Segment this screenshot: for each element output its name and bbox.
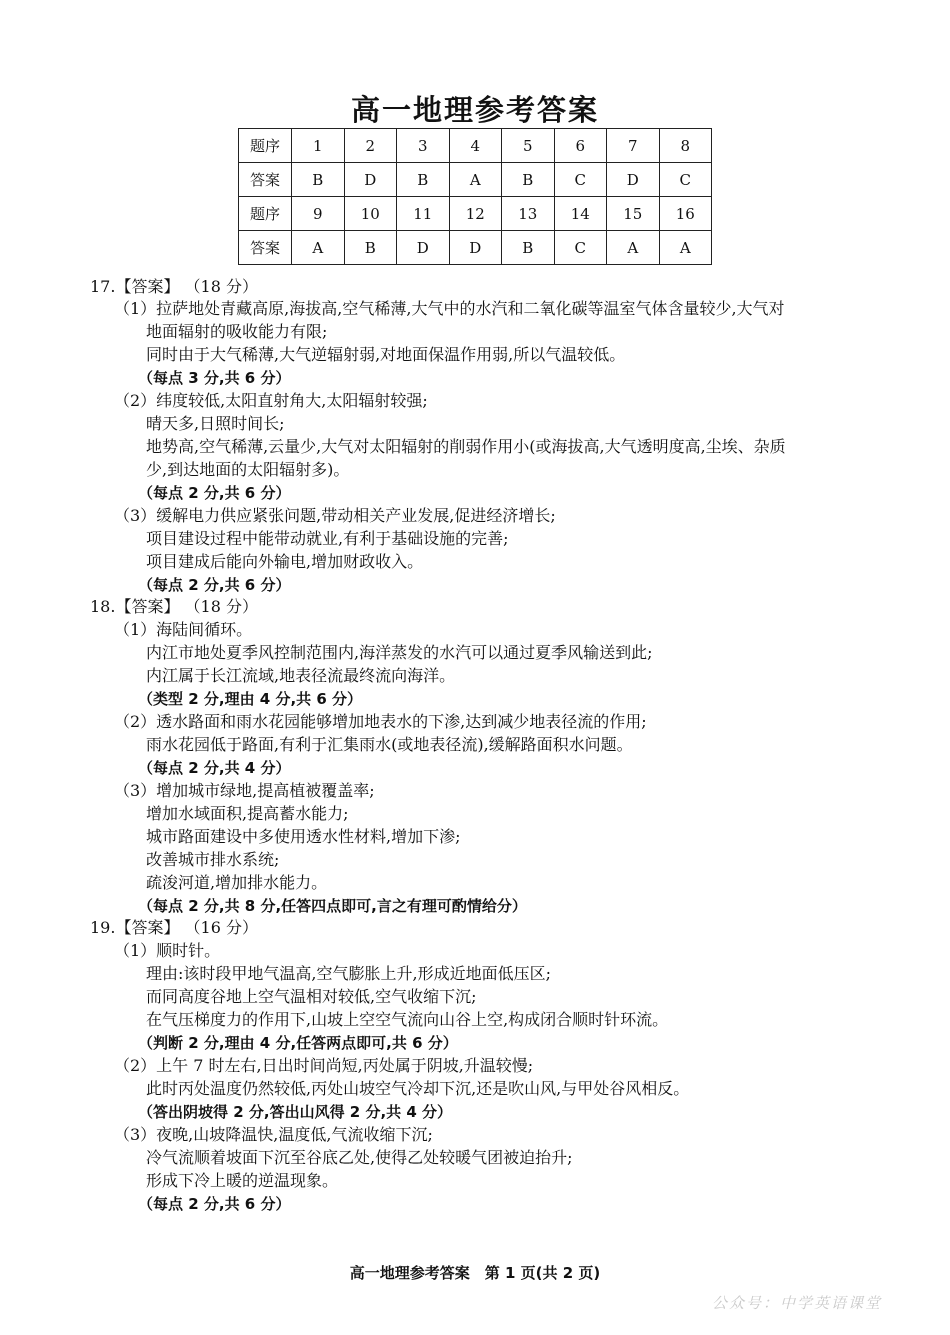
table-cell: C xyxy=(659,163,712,197)
q18-p2-line: 雨水花园低于路面,有利于汇集雨水(或地表径流),缓解路面积水问题。 xyxy=(146,735,633,754)
q17-score-1: （每点 3 分,共 6 分） xyxy=(138,369,291,387)
q18-p3-line: （3）增加城市绿地,提高植被覆盖率; xyxy=(114,781,375,800)
q19-p1-line: （1）顺时针。 xyxy=(114,941,221,960)
table-cell: 4 xyxy=(449,129,502,163)
q17-p1-line: 地面辐射的吸收能力有限; xyxy=(146,322,328,341)
table-cell: B xyxy=(344,231,397,265)
q17-p1-line: （1）拉萨地处青藏高原,海拔高,空气稀薄,大气中的水汽和二氧化碳等温室气体含量较少,大气对 xyxy=(114,299,785,318)
table-cell: 答案 xyxy=(239,163,292,197)
table-cell: 10 xyxy=(344,197,397,231)
q17-p2-line: 晴天多,日照时间长; xyxy=(146,414,285,433)
q17-score-3: （每点 2 分,共 6 分） xyxy=(138,576,291,594)
q17-p1-line: 同时由于大气稀薄,大气逆辐射弱,对地面保温作用弱,所以气温较低。 xyxy=(146,345,626,364)
q19-p3-line: 形成下冷上暖的逆温现象。 xyxy=(146,1171,339,1190)
table-cell: 11 xyxy=(397,197,450,231)
table-cell: 5 xyxy=(502,129,555,163)
table-cell: D xyxy=(607,163,660,197)
page-footer: 高一地理参考答案 第 1 页(共 2 页) xyxy=(349,1264,601,1282)
q18-p1-line: （1）海陆间循环。 xyxy=(114,620,253,639)
table-cell: 13 xyxy=(502,197,555,231)
table-cell: B xyxy=(502,231,555,265)
table-cell: D xyxy=(449,231,502,265)
table-cell: A xyxy=(607,231,660,265)
q19-heading: 19.【答案】 （16 分） xyxy=(90,918,258,937)
table-cell: B xyxy=(502,163,555,197)
table-cell: C xyxy=(554,231,607,265)
table-cell: C xyxy=(554,163,607,197)
q18-heading: 18.【答案】 （18 分） xyxy=(90,597,258,616)
table-cell: 14 xyxy=(554,197,607,231)
q18-p3-line: 城市路面建设中多使用透水性材料,增加下渗; xyxy=(146,827,461,846)
q18-score-3: （每点 2 分,共 8 分,任答四点即可,言之有理可酌情给分） xyxy=(138,897,527,915)
q17-heading: 17.【答案】 （18 分） xyxy=(90,277,258,296)
q18-score-1: （类型 2 分,理由 4 分,共 6 分） xyxy=(138,690,363,708)
table-cell: B xyxy=(397,163,450,197)
table-cell: 题序 xyxy=(239,129,292,163)
page-title: 高一地理参考答案 xyxy=(350,93,599,127)
watermark: 公众号：中学英语课堂 xyxy=(711,1294,882,1312)
q17-p3-line: 项目建设过程中能带动就业,有利于基础设施的完善; xyxy=(146,529,509,548)
table-cell: 9 xyxy=(292,197,345,231)
table-cell: 12 xyxy=(449,197,502,231)
q17-p2-line: 少,到达地面的太阳辐射多)。 xyxy=(146,460,350,479)
q19-p1-line: 而同高度谷地上空气温相对较低,空气收缩下沉; xyxy=(146,987,477,1006)
q18-p3-line: 增加水域面积,提高蓄水能力; xyxy=(146,804,349,823)
table-cell: 题序 xyxy=(239,197,292,231)
q18-p2-line: （2）透水路面和雨水花园能够增加地表水的下渗,达到减少地表径流的作用; xyxy=(114,712,647,731)
q17-p3-line: （3）缓解电力供应紧张问题,带动相关产业发展,促进经济增长; xyxy=(114,506,556,525)
table-cell: 1 xyxy=(292,129,345,163)
q19-p2-line: 此时丙处温度仍然较低,丙处山坡空气冷却下沉,还是吹山风,与甲处谷风相反。 xyxy=(146,1079,690,1098)
q18-p3-line: 疏浚河道,增加排水能力。 xyxy=(146,873,328,892)
table-cell: 答案 xyxy=(239,231,292,265)
q19-p1-line: 在气压梯度力的作用下,山坡上空空气流向山谷上空,构成闭合顺时针环流。 xyxy=(146,1010,669,1029)
q19-score-2: （答出阴坡得 2 分,答出山风得 2 分,共 4 分） xyxy=(138,1103,453,1121)
q19-p3-line: （3）夜晚,山坡降温快,温度低,气流收缩下沉; xyxy=(114,1125,433,1144)
table-cell: B xyxy=(292,163,345,197)
q18-p3-line: 改善城市排水系统; xyxy=(146,850,280,869)
table-cell: 3 xyxy=(397,129,450,163)
q19-p1-line: 理由:该时段甲地气温高,空气膨胀上升,形成近地面低压区; xyxy=(146,964,551,983)
table-cell: A xyxy=(659,231,712,265)
table-cell: D xyxy=(344,163,397,197)
table-cell: 8 xyxy=(659,129,712,163)
q19-p3-line: 冷气流顺着坡面下沉至谷底乙处,使得乙处较暖气团被迫抬升; xyxy=(146,1148,573,1167)
q19-p2-line: （2）上午 7 时左右,日出时间尚短,丙处属于阴坡,升温较慢; xyxy=(114,1056,534,1075)
table-cell: D xyxy=(397,231,450,265)
q18-p1-line: 内江属于长江流域,地表径流最终流向海洋。 xyxy=(146,666,456,685)
table-cell: 6 xyxy=(554,129,607,163)
q17-p2-line: 地势高,空气稀薄,云量少,大气对太阳辐射的削弱作用小(或海拔高,大气透明度高,尘埃、杂质 xyxy=(146,437,786,456)
table-cell: 15 xyxy=(607,197,660,231)
table-cell: 16 xyxy=(659,197,712,231)
table-cell: 2 xyxy=(344,129,397,163)
q18-score-2: （每点 2 分,共 4 分） xyxy=(138,759,291,777)
q18-p1-line: 内江市地处夏季风控制范围内,海洋蒸发的水汽可以通过夏季风输送到此; xyxy=(146,643,653,662)
q19-score-3: （每点 2 分,共 6 分） xyxy=(138,1195,291,1213)
table-cell: A xyxy=(292,231,345,265)
table-cell: A xyxy=(449,163,502,197)
q17-score-2: （每点 2 分,共 6 分） xyxy=(138,484,291,502)
q17-p3-line: 项目建成后能向外输电,增加财政收入。 xyxy=(146,552,424,571)
q17-p2-line: （2）纬度较低,太阳直射角大,太阳辐射较强; xyxy=(114,391,428,410)
q19-score-1: （判断 2 分,理由 4 分,任答两点即可,共 6 分） xyxy=(138,1034,458,1052)
table-cell: 7 xyxy=(607,129,660,163)
